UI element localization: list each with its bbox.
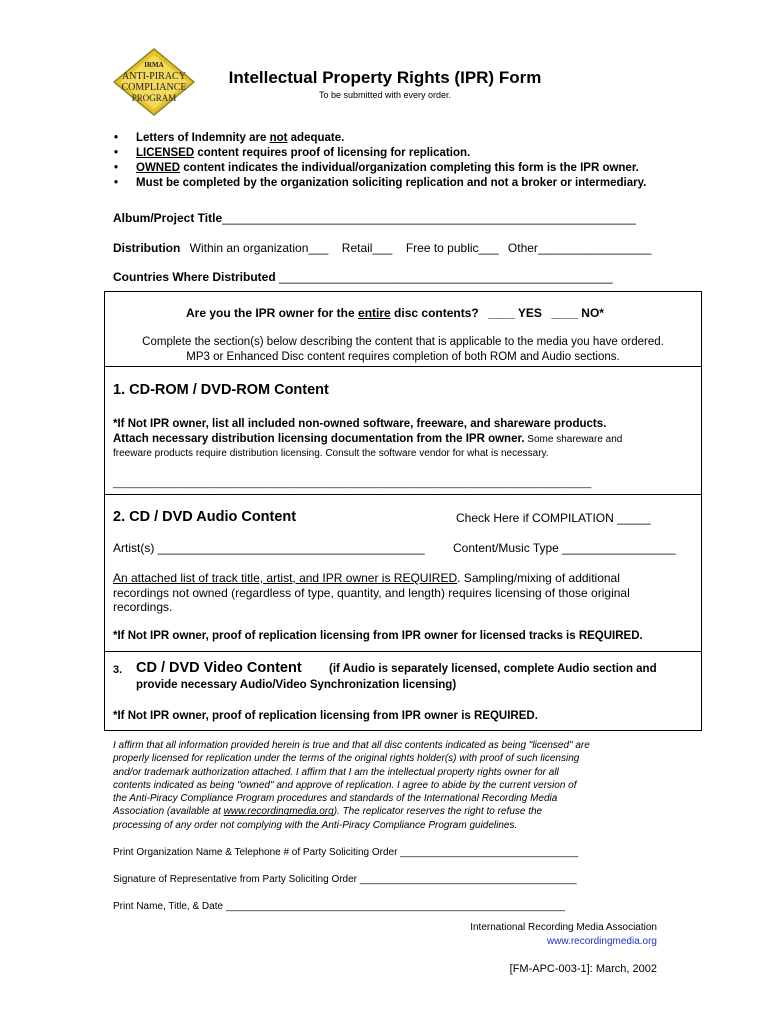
cdrom-note-2: Attach necessary distribution licensing documentation from the IPR owner. Some shareware and — [113, 433, 623, 445]
svg-text:PROGRAM: PROGRAM — [131, 93, 177, 103]
cdrom-note-1: *If Not IPR owner, list all included non-owned software, freeware, and shareware products. — [113, 418, 607, 430]
distribution-label: Distribution — [113, 241, 181, 255]
section-instructions-1: Complete the section(s) below describing the content that is applicable to the media you have ordered. — [142, 336, 664, 348]
ipr-owner-yes[interactable]: ____ YES — [488, 306, 542, 320]
form-reference: [FM-APC-003-1]: March, 2002 — [509, 963, 657, 975]
audio-requirements-3: recordings. — [113, 600, 173, 614]
video-section-note-2: provide necessary Audio/Video Synchronization licensing) — [136, 679, 457, 691]
signature-field[interactable]: Signature of Representative from Party Soliciting Order _______________________________________ — [113, 874, 577, 885]
compilation-checkbox[interactable]: Check Here if COMPILATION _____ — [456, 511, 651, 525]
divider — [104, 494, 702, 495]
dist-other-option[interactable]: Other_________________ — [507, 241, 652, 255]
footer-website-link[interactable]: www.recordingmedia.org — [546, 936, 657, 947]
list-item: • Letters of Indemnity are not adequate. — [112, 131, 646, 146]
divider — [104, 366, 702, 367]
countries-blank[interactable]: __________________________________________________ — [279, 270, 613, 284]
audio-requirements-2: recordings not owned (regardless of type, quantity, and length) requires licensing of those original — [113, 586, 630, 600]
video-section-heading: CD / DVD Video Content — [136, 660, 302, 676]
audio-ipr-note: *If Not IPR owner, proof of replication licensing from IPR owner for licensed tracks is REQUIRED. — [113, 630, 643, 642]
countries-label: Countries Where Distributed — [113, 270, 276, 284]
countries-field[interactable] — [113, 270, 613, 284]
requirements-list — [112, 131, 646, 191]
svg-text:COMPLIANCE: COMPLIANCE — [121, 82, 187, 93]
cdrom-note-3: freeware products require distribution licensing. Consult the software vendor for what is necessary. — [113, 448, 549, 459]
dist-within-option[interactable]: Within an organization___ — [189, 241, 329, 255]
content-type-field[interactable]: Content/Music Type _________________ — [453, 541, 676, 555]
cdrom-software-list-blank[interactable]: ______________________________________________________________________________________ — [113, 478, 592, 489]
list-item: • Must be completed by the organization soliciting replication and not a broker or intermediary. — [112, 176, 646, 191]
audio-requirements-1: An attached list of track title, artist, and IPR owner is REQUIRED. Sampling/mixing of additional — [113, 571, 620, 585]
affirmation-paragraph: I affirm that all information provided herein is true and that all disc contents indicated as being "licensed" are properly licensed for replication under the terms of the original rights holder(s) with proof of such licensing and/or trademark authorization attached. I affirm that I am the intellectual property rights owner for all contents indicated as being "owned" and approve of replication. I agree to abide by the current version of the Anti-Piracy Compliance Program procedures and standards of the International Recording Media Association (available at www.recordingmedia.org). The replicator reserves the right to refuse the processing of any order not complying with the Anti-Piracy Compliance Program guidelines. — [113, 740, 590, 831]
ipr-owner-question: Are you the IPR owner for the entire disc contents? ____ YES ____ NO* — [186, 306, 604, 320]
list-item: • OWNED content indicates the individual/organization completing this form is the IPR owner. — [112, 161, 646, 176]
print-name-field[interactable]: Print Name, Title, & Date _____________________________________________________________ — [113, 901, 566, 912]
section-instructions-2: MP3 or Enhanced Disc content requires completion of both ROM and Audio sections. — [186, 351, 620, 363]
cdrom-section-heading: 1. CD-ROM / DVD-ROM Content — [113, 382, 329, 398]
ipr-owner-no[interactable]: ____ NO* — [551, 306, 604, 320]
footer-organization: International Recording Media Association — [470, 922, 657, 933]
divider — [104, 651, 702, 652]
svg-text:IRMA: IRMA — [144, 61, 164, 69]
audio-section-heading: 2. CD / DVD Audio Content — [113, 509, 297, 525]
album-title-field[interactable] — [113, 211, 636, 225]
video-section-number: 3. — [113, 664, 123, 676]
form-subtitle: To be submitted with every order. — [318, 90, 452, 100]
list-item: • LICENSED content requires proof of licensing for replication. — [112, 146, 646, 161]
video-section-note-1: (if Audio is separately licensed, complete Audio section and — [329, 663, 657, 675]
irma-website-link[interactable]: www.recordingmedia.org — [223, 806, 334, 818]
artists-field[interactable]: Artist(s) ________________________________________ — [113, 541, 425, 555]
svg-text:ANTI-PIRACY: ANTI-PIRACY — [122, 71, 186, 82]
dist-retail-option[interactable]: Retail___ — [341, 241, 393, 255]
organization-name-field[interactable]: Print Organization Name & Telephone # of Party Soliciting Order ________________________________ — [113, 847, 579, 858]
form-title: Intellectual Property Rights (IPR) Form — [228, 68, 542, 87]
video-ipr-note: *If Not IPR owner, proof of replication licensing from IPR owner is REQUIRED. — [113, 710, 538, 722]
dist-public-option[interactable]: Free to public___ — [405, 241, 499, 255]
album-title-blank[interactable]: ______________________________________________________________ — [222, 211, 636, 225]
album-title-label: Album/Project Title — [113, 211, 223, 225]
distribution-row — [113, 241, 651, 255]
